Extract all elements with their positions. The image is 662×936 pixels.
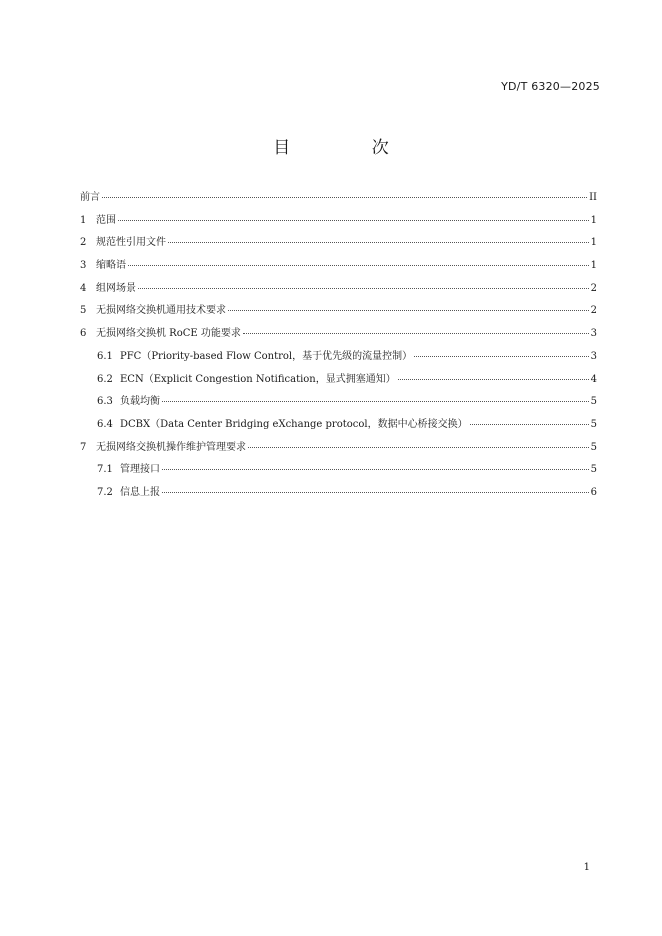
toc-entry-number: 7.2 — [97, 486, 113, 498]
toc-entry-page: 5 — [590, 396, 597, 408]
toc-entry[interactable] — [80, 211, 597, 234]
toc-entry-page: 1 — [590, 260, 597, 272]
toc-dot-leader — [168, 242, 589, 243]
toc-entry-label: 管理接口 — [120, 464, 160, 476]
toc-entry-number: 5 — [80, 305, 87, 317]
toc-entry-page: 3 — [590, 328, 597, 340]
toc-entry-page: II — [589, 192, 597, 203]
toc-entry-number: 2 — [80, 237, 87, 249]
toc-entry-number: 3 — [80, 260, 87, 272]
toc-dot-leader — [102, 197, 587, 198]
toc-entry[interactable] — [80, 347, 597, 370]
toc-entry[interactable] — [80, 233, 597, 256]
standard-code: YD/T 6320—2025 — [501, 80, 600, 93]
toc-entry-label: 负载均衡 — [120, 396, 160, 408]
toc-entry-page: 5 — [590, 441, 597, 453]
toc-entry-label: 缩略语 — [96, 260, 126, 272]
toc-entry[interactable] — [80, 392, 597, 415]
toc-dot-leader — [128, 265, 589, 266]
page-title: 目 次 — [273, 138, 427, 158]
toc-entry[interactable] — [80, 188, 597, 211]
toc-entry[interactable] — [80, 301, 597, 324]
toc-entry-page: 3 — [590, 350, 597, 362]
toc-dot-leader — [118, 220, 589, 221]
toc-entry-number: 6 — [80, 328, 87, 340]
toc-entry-page: 1 — [590, 214, 597, 226]
toc-entry-label: 规范性引用文件 — [96, 237, 166, 249]
toc-entry[interactable] — [80, 256, 597, 279]
table-of-contents — [80, 188, 597, 506]
toc-dot-leader — [162, 492, 589, 493]
toc-entry[interactable] — [80, 483, 597, 506]
toc-dot-leader — [228, 310, 589, 311]
watermark — [150, 905, 510, 919]
toc-entry-label: ECN（Explicit Congestion Notification，显式拥塞通知） — [120, 373, 396, 385]
toc-entry-page: 2 — [590, 305, 597, 317]
toc-entry-label: 信息上报 — [120, 486, 160, 498]
toc-entry-number: 6.1 — [97, 350, 113, 362]
toc-entry-number: 6.4 — [97, 418, 113, 430]
toc-entry-page: 1 — [590, 237, 597, 249]
toc-entry-page: 5 — [590, 464, 597, 476]
toc-entry[interactable] — [80, 324, 597, 347]
toc-dot-leader — [248, 447, 589, 448]
toc-entry-page: 6 — [590, 486, 597, 498]
toc-entry-label: 前言 — [80, 192, 100, 203]
toc-dot-leader — [414, 356, 589, 357]
toc-entry-page: 5 — [590, 418, 597, 430]
toc-entry-number: 4 — [80, 282, 87, 294]
toc-entry-label: 组网场景 — [96, 282, 136, 294]
toc-entry[interactable] — [80, 370, 597, 393]
toc-dot-leader — [162, 469, 589, 470]
toc-dot-leader — [138, 288, 589, 289]
toc-entry-label: 无损网络交换机 RoCE 功能要求 — [96, 328, 241, 340]
toc-dot-leader — [162, 401, 589, 402]
toc-entry-number: 7.1 — [97, 464, 113, 476]
toc-entry-label: 范围 — [96, 214, 116, 226]
toc-entry[interactable] — [80, 460, 597, 483]
toc-entry-label: DCBX（Data Center Bridging eXchange protocol，数据中心桥接交换） — [120, 418, 468, 430]
toc-dot-leader — [398, 379, 589, 380]
toc-entry[interactable] — [80, 438, 597, 461]
toc-entry-label: PFC（Priority-based Flow Control，基于优先级的流量控制） — [120, 350, 413, 362]
toc-entry-number: 6.2 — [97, 373, 113, 385]
toc-entry[interactable] — [80, 415, 597, 438]
toc-entry-page: 4 — [590, 373, 597, 385]
toc-entry-page: 2 — [590, 282, 597, 294]
toc-entry-number: 6.3 — [97, 396, 113, 408]
toc-entry[interactable] — [80, 279, 597, 302]
page-number: 1 — [583, 862, 590, 873]
toc-entry-number: 1 — [80, 214, 87, 226]
toc-entry-label: 无损网络交换机操作维护管理要求 — [96, 441, 246, 453]
toc-dot-leader — [243, 333, 589, 334]
toc-dot-leader — [470, 424, 589, 425]
toc-entry-label: 无损网络交换机通用技术要求 — [96, 305, 226, 317]
toc-entry-number: 7 — [80, 441, 87, 453]
